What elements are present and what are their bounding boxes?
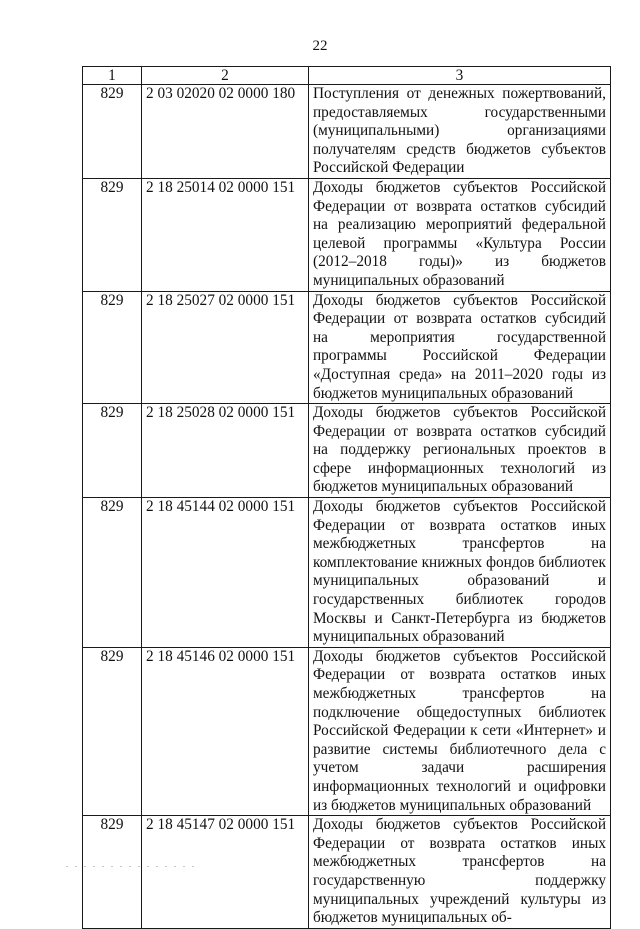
scan-artifact-line: [66, 866, 196, 867]
page-number: 22: [312, 38, 328, 54]
description-cell: Доходы бюджетов субъектов Российской Федерации от возврата остатков иных межбюджетных трансфертов на комплектование книжных фондов библиотек муниципальных образований и государственных библиотек городов Москвы и Санкт-Петербурга из бюджетов муниципальных образований: [309, 498, 611, 648]
description-cell: Доходы бюджетов субъектов Российской Федерации от возврата остатков субсидий на реализацию мероприятий федеральной целевой программы «Культура России (2012–2018 годы)» из бюджетов муниципальных образований: [309, 178, 611, 291]
table-row: [83, 498, 611, 648]
table-row: [83, 291, 611, 404]
budget-code-cell: 2 18 25027 02 0000 151: [142, 291, 309, 404]
description-cell: Поступления от денежных пожертвований, предоставляемых государственными (муниципальными) организациями получателям средств бюджетов субъектов Российской Федерации: [309, 85, 611, 179]
column-header-3: 3: [309, 67, 611, 85]
description-cell: Доходы бюджетов субъектов Российской Федерации от возврата остатков субсидий на мероприятия государственной программы Российской Федерации «Доступная среда» на 2011–2020 годы из бюджетов муниципальных образований: [309, 291, 611, 404]
admin-code-cell: 829: [83, 816, 142, 929]
budget-code-cell: 2 18 45147 02 0000 151: [142, 816, 309, 929]
budget-revenue-table: [82, 66, 611, 929]
table-header-row: [83, 67, 611, 85]
admin-code-cell: 829: [83, 404, 142, 498]
table-row: [83, 85, 611, 179]
table-row: [83, 816, 611, 929]
description-cell: Доходы бюджетов субъектов Российской Федерации от возврата остатков иных межбюджетных трансфертов на подключение общедоступных библиотек Российской Федерации к сети «Интернет» и развитие системы библиотечного дела с учетом задачи расширения информационных технологий и оцифровки из бюджетов муниципальных образований: [309, 647, 611, 815]
admin-code-cell: 829: [83, 647, 142, 815]
admin-code-cell: 829: [83, 291, 142, 404]
table-row: [83, 178, 611, 291]
admin-code-cell: 829: [83, 178, 142, 291]
admin-code-cell: 829: [83, 498, 142, 648]
budget-code-cell: 2 03 02020 02 0000 180: [142, 85, 309, 179]
budget-code-cell: 2 18 45146 02 0000 151: [142, 647, 309, 815]
column-header-2: 2: [142, 67, 309, 85]
description-cell: Доходы бюджетов субъектов Российской Федерации от возврата остатков субсидий на поддержку региональных проектов в сфере информационных технологий из бюджетов муниципальных образований: [309, 404, 611, 498]
budget-code-cell: 2 18 25014 02 0000 151: [142, 178, 309, 291]
table-row: [83, 647, 611, 815]
admin-code-cell: 829: [83, 85, 142, 179]
description-cell: Доходы бюджетов субъектов Российской Федерации от возврата остатков иных межбюджетных трансфертов на государственную поддержку муниципальных учреждений культуры из бюджетов муниципальных об-: [309, 816, 611, 929]
budget-code-cell: 2 18 45144 02 0000 151: [142, 498, 309, 648]
column-header-1: 1: [83, 67, 142, 85]
budget-code-cell: 2 18 25028 02 0000 151: [142, 404, 309, 498]
table-row: [83, 404, 611, 498]
